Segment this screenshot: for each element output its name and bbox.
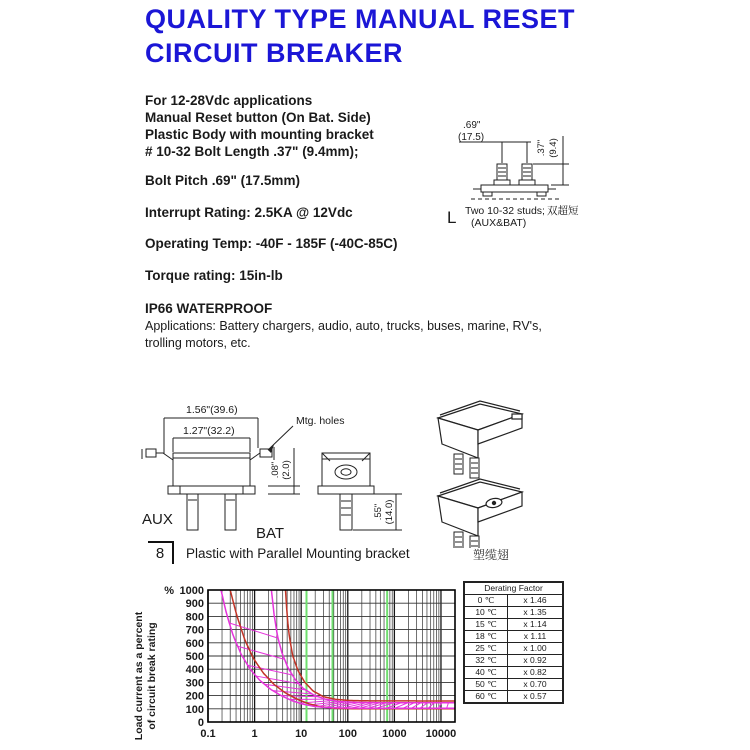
- derating-temp-cell: 50 ℃: [464, 679, 508, 691]
- derating-row: [464, 643, 563, 655]
- spec-applications-list-2: trolling motors, etc.: [145, 336, 251, 350]
- y-tick-label: 900: [185, 598, 204, 611]
- derating-factor-cell: x 0.70: [508, 679, 564, 691]
- spec-reset-button: Manual Reset button (On Bat. Side): [145, 110, 371, 125]
- page-title-line1: QUALITY TYPE MANUAL RESET: [145, 4, 576, 34]
- derating-row: [464, 619, 563, 631]
- derating-temp-cell: 40 ℃: [464, 667, 508, 679]
- spec-applications-list-1: Applications: Battery chargers, audio, auto, trucks, buses, marine, RV's,: [145, 319, 542, 333]
- derating-factor-cell: x 0.57: [508, 691, 564, 704]
- spec-interrupt-rating: Interrupt Rating: 2.5KA @ 12Vdc: [145, 205, 353, 220]
- y-tick-label: 800: [185, 611, 204, 624]
- bat-terminal-label: BAT: [256, 525, 285, 542]
- trip-curve-chart-svg: [128, 576, 473, 750]
- derating-factor-cell: x 1.46: [508, 595, 564, 607]
- aux-terminal-label: AUX: [142, 511, 173, 528]
- derating-factor-cell: x 1.14: [508, 619, 564, 631]
- x-tick-label: 0.1: [200, 728, 216, 740]
- curve-min-trip-band-magenta-: [221, 590, 455, 708]
- derating-temp-cell: 32 ℃: [464, 655, 508, 667]
- trip-curve-chart: [128, 576, 473, 750]
- stud-note-line1: Two 10-32 studs;: [465, 205, 545, 217]
- y-tick-label: 500: [185, 651, 204, 663]
- stud-note-line2: (AUX&BAT): [471, 217, 527, 229]
- y-tick-label: 300: [185, 677, 204, 690]
- x-tick-label: 1: [251, 728, 258, 740]
- derating-factor-cell: x 1.00: [508, 643, 564, 655]
- y-tick-label: 0: [197, 717, 204, 729]
- dim-stud-inches: .55": [373, 503, 384, 521]
- page-title-line2: CIRCUIT BREAKER: [145, 38, 404, 68]
- derating-table: [463, 581, 564, 704]
- derating-table-body: [464, 595, 563, 704]
- derating-factor-cell: x 0.82: [508, 667, 564, 679]
- dim-inner-width: 1.27"(32.2): [183, 425, 235, 437]
- derating-row: [464, 631, 563, 643]
- stud-dimension-drawing: [443, 106, 623, 238]
- y-tick-label: 700: [185, 624, 204, 637]
- curve-min-trip-boundary-red-: [230, 590, 455, 709]
- figure-number: 8: [148, 541, 174, 564]
- mtg-holes-label: Mtg. holes: [296, 415, 345, 427]
- derating-temp-cell: 18 ℃: [464, 631, 508, 643]
- dim-length-inches: .37": [536, 139, 547, 157]
- dim-length-mm: (9.4): [548, 138, 559, 158]
- derating-row: [464, 691, 563, 704]
- dim-pitch-inches: .69": [463, 120, 481, 131]
- page-title-line2-wrap: [145, 38, 403, 69]
- figure-caption: Plastic with Parallel Mounting bracket: [186, 546, 410, 561]
- x-tick-label: 10000: [425, 728, 457, 740]
- x-tick-label: 10: [295, 728, 308, 740]
- dim-pitch-mm: (17.5): [458, 132, 485, 143]
- page-title: [145, 4, 575, 35]
- y-axis-title: [133, 611, 158, 740]
- derating-temp-cell: 15 ℃: [464, 619, 508, 631]
- derating-temp-cell: 0 ℃: [464, 595, 508, 607]
- spec-operating-temp: Operating Temp: -40F - 185F (-40C-85C): [145, 236, 398, 251]
- spec-torque-rating: Torque rating: 15in-lb: [145, 268, 283, 283]
- x-tick-label: 100: [338, 728, 357, 740]
- derating-header: Derating Factor: [464, 582, 563, 595]
- breaker-isometric-top: [438, 401, 522, 478]
- derating-row: [464, 607, 563, 619]
- figure-caption-chinese: 塑缆翅: [473, 548, 510, 562]
- derating-row: [464, 679, 563, 691]
- corner-mark: L: [447, 208, 457, 227]
- y-tick-label: 600: [185, 637, 204, 650]
- breaker-isometric-views: [420, 398, 560, 548]
- dim-bracket-mm: (2.0): [281, 460, 292, 480]
- derating-factor-cell: x 1.11: [508, 631, 564, 643]
- derating-row: [464, 667, 563, 679]
- y-unit-label: %: [164, 585, 174, 597]
- trip-curves: [221, 590, 455, 709]
- breaker-isometric-bottom: [438, 479, 522, 548]
- dim-stud-mm: (14.0): [384, 499, 395, 525]
- derating-temp-cell: 10 ℃: [464, 607, 508, 619]
- dim-outer-width: 1.56"(39.6): [186, 404, 238, 416]
- derating-temp-cell: 60 ℃: [464, 691, 508, 704]
- spec-bolt-length: # 10-32 Bolt Length .37" (9.4mm);: [145, 144, 359, 159]
- y-axis-title-line1: Load current as a percent: [133, 611, 145, 741]
- spec-applications-voltage: For 12-28Vdc applications: [145, 93, 313, 108]
- outline-drawing: [140, 398, 420, 544]
- spec-ip66: IP66 WATERPROOF: [145, 301, 273, 316]
- y-tick-label: 100: [185, 703, 204, 716]
- derating-factor-cell: x 0.92: [508, 655, 564, 667]
- y-tick-label: 400: [185, 664, 204, 677]
- y-tick-label: 1000: [179, 585, 204, 597]
- derating-row: [464, 655, 563, 667]
- stud-note-chinese: 双超短: [547, 205, 579, 217]
- derating-header-row: [464, 582, 563, 595]
- y-axis-title-line2: of circuit break rating: [146, 622, 158, 730]
- derating-factor-cell: x 1.35: [508, 607, 564, 619]
- derating-temp-cell: 25 ℃: [464, 643, 508, 655]
- x-tick-label: 1000: [382, 728, 407, 740]
- spec-plastic-body: Plastic Body with mounting bracket: [145, 127, 374, 142]
- y-tick-label: 200: [185, 690, 204, 703]
- spec-bolt-pitch: Bolt Pitch .69" (17.5mm): [145, 173, 300, 188]
- trip-band-hatching: [221, 590, 455, 708]
- dim-bracket-inches: .08": [270, 461, 281, 479]
- derating-row: [464, 595, 563, 607]
